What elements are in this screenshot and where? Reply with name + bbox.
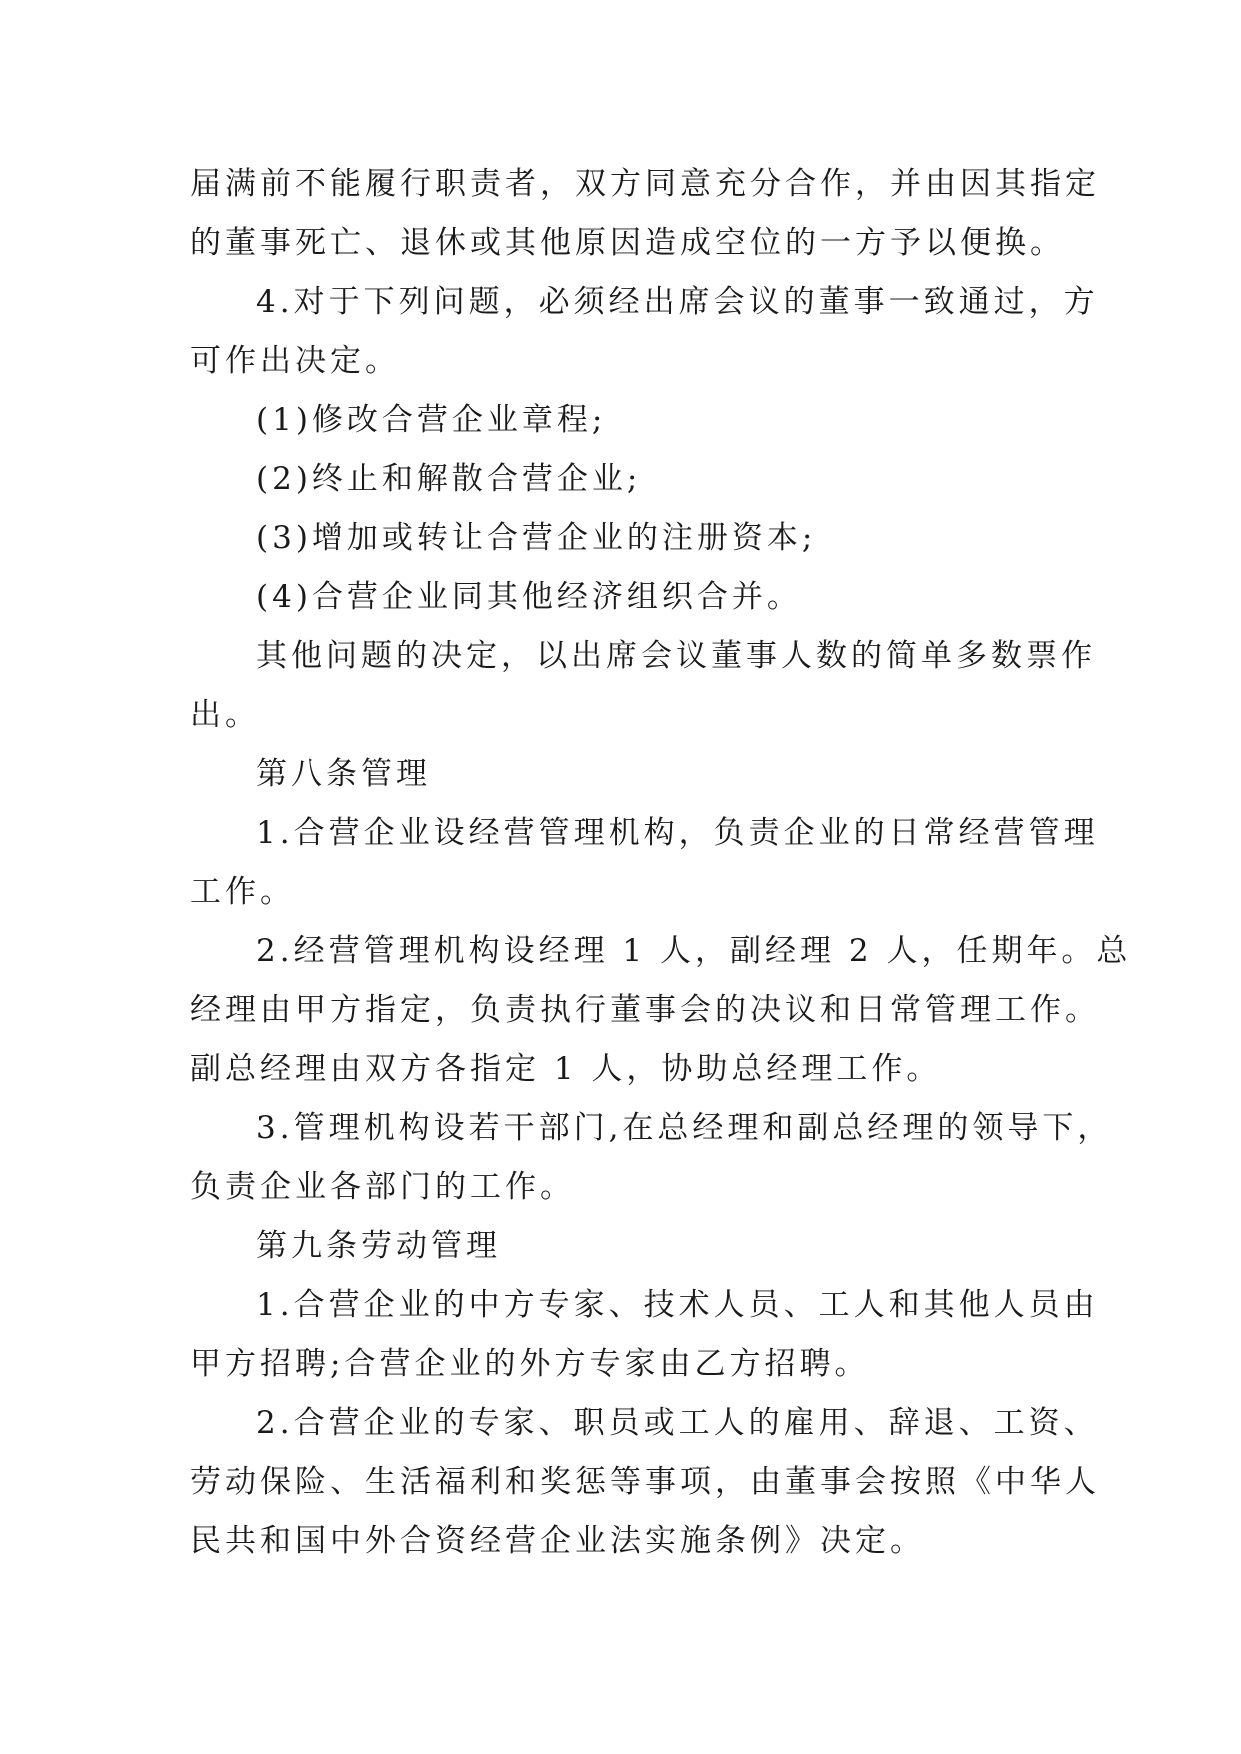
text-line: 2.合营企业的专家、职员或工人的雇用、辞退、工资、 xyxy=(256,1405,1099,1441)
text-line: 1.合营企业的中方专家、技术人员、工人和其他人员由 xyxy=(256,1287,1099,1323)
list-item: (2)终止和解散合营企业; xyxy=(256,461,642,497)
text-line: 出。 xyxy=(190,697,260,733)
text-line: 其他问题的决定，以出席会议董事人数的简单多数票作 xyxy=(256,638,1096,674)
text-line: 2.经营管理机构设经理 1 人，副经理 2 人，任期年。总 xyxy=(256,933,1132,969)
text-line: 工作。 xyxy=(190,874,295,910)
text-line: 1.合营企业设经营管理机构，负责企业的日常经营管理 xyxy=(256,815,1099,851)
section-heading: 第九条劳动管理 xyxy=(256,1228,501,1264)
text-line: 经理由甲方指定，负责执行董事会的决议和日常管理工作。 xyxy=(190,992,1100,1028)
list-item: (3)增加或转让合营企业的注册资本; xyxy=(256,520,817,556)
section-heading: 第八条管理 xyxy=(256,756,431,792)
document-body xyxy=(190,155,1132,1571)
text-line: 的董事死亡、退休或其他原因造成空位的一方予以便换。 xyxy=(190,225,1065,261)
text-line: 副总经理由双方各指定 1 人，协助总经理工作。 xyxy=(190,1051,942,1087)
list-item: (4)合营企业同其他经济组织合并。 xyxy=(256,579,802,615)
text-line: 民共和国中外合资经营企业法实施条例》决定。 xyxy=(190,1523,925,1559)
text-line: 负责企业各部门的工作。 xyxy=(190,1169,575,1205)
text-line: 甲方招聘;合营企业的外方专家由乙方招聘。 xyxy=(190,1346,870,1382)
text-line: 可作出决定。 xyxy=(190,343,400,379)
text-line: 届满前不能履行职责者，双方同意充分合作，并由因其指定 xyxy=(190,166,1100,202)
text-line: 4.对于下列问题，必须经出席会议的董事一致通过，方 xyxy=(256,284,1099,320)
list-item: (1)修改合营企业章程; xyxy=(256,402,607,438)
text-line: 劳动保险、生活福利和奖惩等事项，由董事会按照《中华人 xyxy=(190,1464,1100,1500)
text-line: 3.管理机构设若干部门,在总经理和副总经理的领导下， xyxy=(256,1110,1113,1146)
